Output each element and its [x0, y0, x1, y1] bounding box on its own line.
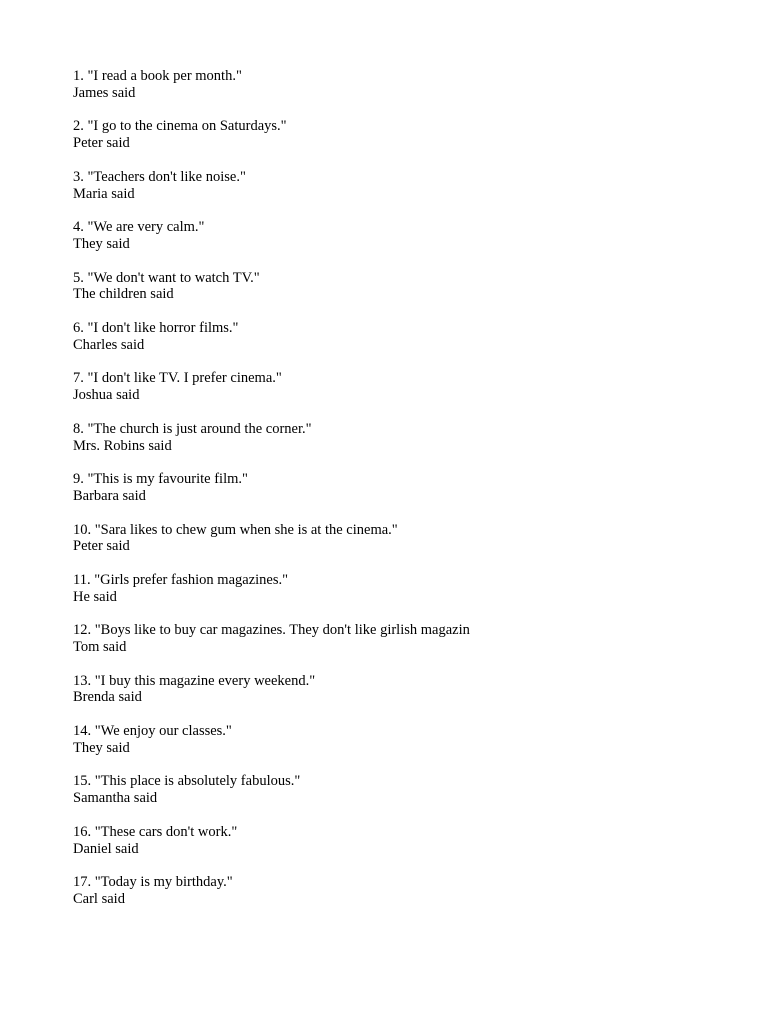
item-number: 5. — [73, 269, 84, 286]
quote-text: "We are very calm." — [87, 219, 205, 236]
list-item — [73, 68, 753, 118]
item-number: 13. — [73, 672, 92, 689]
list-item — [73, 370, 753, 420]
list-item — [73, 824, 753, 874]
item-number: 4. — [73, 219, 84, 236]
item-number: 2. — [73, 118, 84, 135]
item-number: 11. — [73, 571, 91, 588]
item-number: 12. — [73, 622, 92, 639]
speaker-line: Joshua said — [73, 387, 140, 404]
quote-line — [73, 824, 753, 841]
speaker-line: Barbara said — [73, 487, 146, 504]
speaker-line: Brenda said — [73, 689, 142, 706]
speaker-line: The children said — [73, 286, 174, 303]
quote-text: "I buy this magazine every weekend." — [94, 672, 316, 689]
item-number: 10. — [73, 521, 92, 538]
quote-text: "These cars don't work." — [94, 823, 238, 840]
quote-text: "Sara likes to chew gum when she is at the cinema." — [94, 521, 398, 538]
item-number: 3. — [73, 168, 84, 185]
list-item — [73, 118, 753, 168]
document-page — [73, 68, 753, 925]
speaker-line: Maria said — [73, 185, 135, 202]
quote-line — [73, 320, 753, 337]
list-item — [73, 320, 753, 370]
quote-line — [73, 622, 753, 639]
quote-text: "Boys like to buy car magazines. They don't like girlish magazin — [94, 622, 470, 639]
quote-text: "This place is absolutely fabulous." — [94, 773, 301, 790]
speaker-line: Peter said — [73, 538, 130, 555]
quote-line — [73, 370, 753, 387]
quote-line — [73, 219, 753, 236]
list-item — [73, 773, 753, 823]
quote-line — [73, 421, 753, 438]
list-item — [73, 572, 753, 622]
speaker-line: Mrs. Robins said — [73, 437, 172, 454]
item-number: 7. — [73, 370, 84, 387]
speaker-line: James said — [73, 84, 136, 101]
item-number: 1. — [73, 68, 84, 84]
item-number: 15. — [73, 773, 92, 790]
quote-text: "I go to the cinema on Saturdays." — [87, 118, 287, 135]
quote-line — [73, 723, 753, 740]
list-item — [73, 421, 753, 471]
item-number: 14. — [73, 723, 92, 740]
list-item — [73, 622, 753, 672]
speaker-line: Carl said — [73, 891, 125, 908]
quote-text: "We enjoy our classes." — [94, 723, 232, 740]
list-item — [73, 723, 753, 773]
quote-text: "We don't want to watch TV." — [87, 269, 260, 286]
list-item — [73, 471, 753, 521]
quote-line — [73, 572, 753, 589]
quote-line — [73, 169, 753, 186]
quote-text: "Teachers don't like noise." — [87, 168, 246, 185]
quote-line — [73, 68, 753, 85]
speaker-line: They said — [73, 739, 130, 756]
item-number: 8. — [73, 420, 84, 437]
quote-text: "This is my favourite film." — [87, 471, 248, 488]
quote-text: "I don't like horror films." — [87, 319, 239, 336]
list-item — [73, 270, 753, 320]
item-number: 16. — [73, 823, 92, 840]
quote-text: "I read a book per month." — [87, 68, 242, 84]
list-item — [73, 169, 753, 219]
item-number: 17. — [73, 874, 92, 891]
quote-text: "Girls prefer fashion magazines." — [94, 571, 289, 588]
speaker-line: Tom said — [73, 639, 127, 656]
item-number: 6. — [73, 319, 84, 336]
quote-line — [73, 522, 753, 539]
speaker-line: Peter said — [73, 135, 130, 152]
quote-line — [73, 773, 753, 790]
speaker-line: Samantha said — [73, 790, 158, 807]
quote-text: "Today is my birthday." — [94, 874, 233, 891]
speaker-line: He said — [73, 588, 117, 605]
quote-text: "I don't like TV. I prefer cinema." — [87, 370, 282, 387]
quote-line — [73, 270, 753, 287]
quote-text: "The church is just around the corner." — [87, 420, 312, 437]
item-number: 9. — [73, 471, 84, 488]
list-item — [73, 219, 753, 269]
list-item — [73, 522, 753, 572]
list-item — [73, 874, 753, 924]
speaker-line: They said — [73, 235, 130, 252]
quote-line — [73, 118, 753, 135]
quote-line — [73, 874, 753, 891]
speaker-line: Daniel said — [73, 840, 139, 857]
speaker-line: Charles said — [73, 336, 145, 353]
list-item — [73, 673, 753, 723]
quote-line — [73, 673, 753, 690]
quote-line — [73, 471, 753, 488]
